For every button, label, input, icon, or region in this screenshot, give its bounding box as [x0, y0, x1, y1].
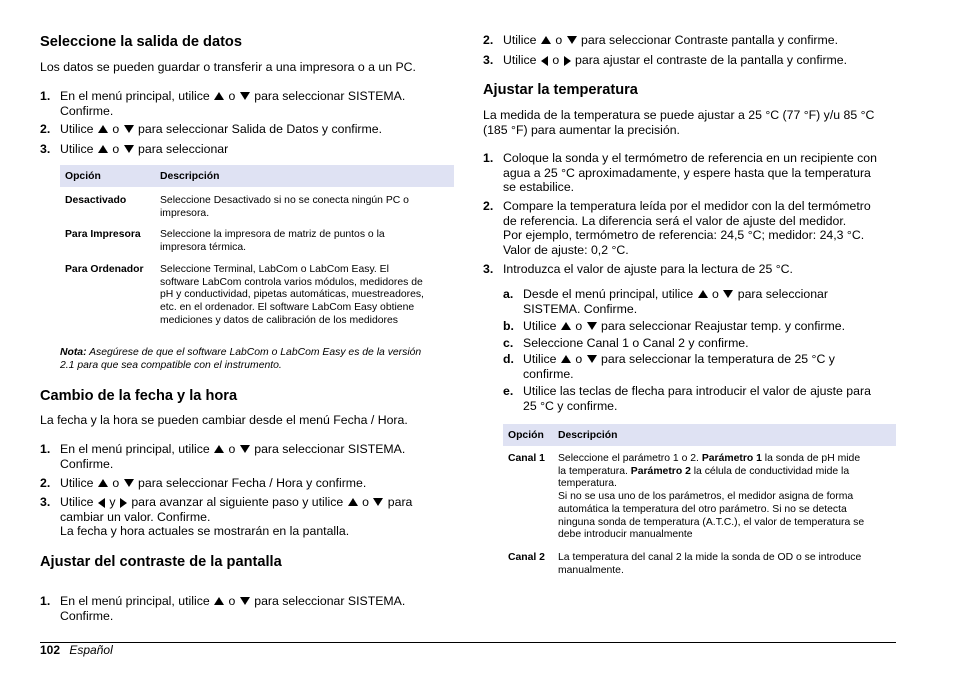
down-arrow-icon [124, 479, 134, 487]
down-arrow-icon [373, 498, 383, 506]
down-arrow-icon [240, 92, 250, 100]
section-title-contrast: Ajustar del contraste de la pantalla [40, 554, 282, 570]
up-arrow-icon [698, 290, 708, 298]
up-arrow-icon [214, 445, 224, 453]
up-arrow-icon [98, 145, 108, 153]
down-arrow-icon [240, 445, 250, 453]
channel-table: Opción Descripción Canal 1 Seleccione el parámetro 1 o 2. Parámetro 1 la sonda de pH mide la temperatura. Parámetro 2 la célula de conductividad mide la temperatura. Si no se usa uno de los parámetros, el medidor asigna de forma automática la temperatura del otro parámetro. Si no se detecta ninguna sonda de temperatura (A.T.C.), el valor de temperatura se debe introducir manualmente Canal 2 La temperatura del canal 2 la mide la sonda de OD o se introduce manualmente. [503, 424, 896, 577]
footer [40, 643, 113, 657]
up-arrow-icon [214, 92, 224, 100]
options-table: Opción Descripción Desactivado Seleccione Desactivado si no se conecta ningún PC o impresora. Para Impresora Seleccione la impresora de matriz de puntos o la impresora térmica. Para Ordenador Seleccione Terminal, LabCom o LabCom Easy. El software LabCom controla varios módulos, medidores de pH y conductividad, pipetas automáticas, muestreadores, etc. en el ordenador. El software LabCom Easy obtiene mediciones y datos de calibración de los medidores [60, 165, 454, 327]
table-row: Canal 2 La temperatura del canal 2 la mide la sonda de OD o se introduce manualmente. [508, 551, 862, 576]
up-arrow-icon [541, 36, 551, 44]
up-arrow-icon [348, 498, 358, 506]
right-arrow-icon [564, 56, 571, 66]
up-arrow-icon [214, 597, 224, 605]
down-arrow-icon [587, 322, 597, 330]
up-arrow-icon [561, 322, 571, 330]
right-arrow-icon [120, 498, 127, 508]
down-arrow-icon [567, 36, 577, 44]
down-arrow-icon [723, 290, 733, 298]
left-arrow-icon [541, 56, 548, 66]
section-title-date-time: Cambio de la fecha y la hora [40, 388, 238, 404]
table-row: Canal 1 Seleccione el parámetro 1 o 2. Parámetro 1 la sonda de pH mide la temperatura. Parámetro 2 la célula de conductividad mide la temperatura. Si no se usa uno de los parámetros, el medidor asigna de forma automática la temperatura del otro parámetro. Si no se detecta ninguna sonda de temperatura (A.T.C.), el valor de temperatura se debe introducir manualmente [508, 453, 865, 541]
table-row: Desactivado Seleccione Desactivado si no se conecta ningún PC o impresora. [65, 195, 409, 219]
down-arrow-icon [124, 125, 134, 133]
down-arrow-icon [124, 145, 134, 153]
section-intro: La fecha y la hora se pueden cambiar desde el menú Fecha / Hora. [40, 413, 408, 427]
left-arrow-icon [98, 498, 105, 508]
down-arrow-icon [240, 597, 250, 605]
step-item: 1. En el menú principal, utilice o para seleccionar SISTEMA. Confirme. [40, 89, 406, 118]
note: Nota: Asegúrese de que el software LabCom o LabCom Easy es de la versión 2.1 para que sea compatible con el instrumento. [60, 347, 422, 371]
section-intro: Los datos se pueden guardar o transferir a una impresora o a un PC. [40, 60, 416, 74]
table-row: Para Ordenador Seleccione Terminal, LabCom o LabCom Easy. El software LabCom controla varios módulos, medidores de pH y conductividad, pipetas automáticas, muestreadores, etc. en el ordenador. El software LabCom Easy obtiene mediciones y datos de calibración de los medidores [65, 263, 424, 326]
section-intro: La medida de la temperatura se puede ajustar a 25 °C (77 °F) y/u 85 °C (185 °F) para aumentar la precisión. [483, 108, 875, 137]
footer-divider [40, 642, 896, 643]
table-row: Para Impresora Seleccione la impresora de matriz de puntos o la impresora térmica. [65, 229, 385, 254]
page-number: 102 [40, 643, 61, 657]
up-arrow-icon [561, 355, 571, 363]
up-arrow-icon [98, 479, 108, 487]
up-arrow-icon [98, 125, 108, 133]
footer-language: Español [69, 643, 113, 657]
section-title-temperature: Ajustar la temperatura [483, 82, 638, 98]
section-title-data-output: Seleccione la salida de datos [40, 34, 242, 50]
down-arrow-icon [587, 355, 597, 363]
